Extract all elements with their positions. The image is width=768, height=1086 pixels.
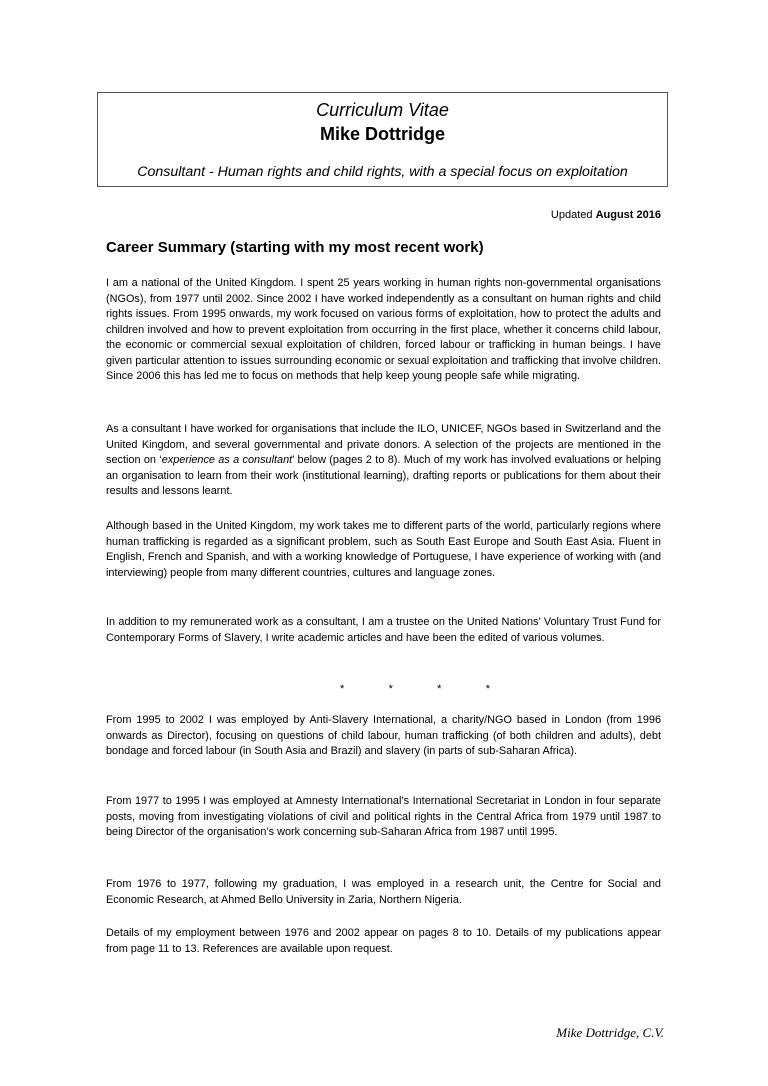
title-box bbox=[97, 92, 668, 187]
paragraph-7: From 1976 to 1977, following my graduation, I was employed in a research unit, the Centre for Social and Economic Research, at Ahmed Bello University in Zaria, Northern Nigeria. bbox=[106, 878, 661, 906]
separator-star: * bbox=[340, 683, 345, 695]
updated-line bbox=[551, 208, 661, 222]
separator-star: * bbox=[485, 683, 490, 695]
separator-star: * bbox=[437, 683, 442, 695]
section-heading: Career Summary (starting with my most recent work) bbox=[106, 239, 484, 256]
separator-star: * bbox=[388, 683, 393, 695]
paragraph-2-text-a: As a consultant I have worked for organisations that include the ILO, UNICEF, NGOs based in Switzerland and the United Kingdom, and several governmental and private donors. A selection of the projects are mentioned in the section on ‘ bbox=[106, 423, 661, 466]
paragraph-3: Although based in the United Kingdom, my work takes me to different parts of the world, particularly regions where human trafficking is regarded as a significant problem, such as South East Europe and South East Asia. Fluent in English, French and Spanish, and with a working knowledge of Portuguese, I have experience of working with (and interviewing) people from many different countries, cultures and language zones. bbox=[106, 520, 661, 579]
paragraph-2 bbox=[106, 422, 661, 500]
paragraph-1: I am a national of the United Kingdom. I spent 25 years working in human rights non-governmental organisations (NGOs), from 1977 until 2002. Since 2002 I have worked independently as a consultant on human rights and child rights issues. From 1995 onwards, my work focused on various forms of exploitation, how to protect the adults and children involved and how to prevent exploitation from occurring in the first place, whether it concerns child labour, the economic or commercial sexual exploitation of children, forced labour or trafficking in human beings. I have given particular attention to issues surrounding economic or sexual exploitation and trafficking that involve children. Since 2006 this has led me to focus on methods that help keep young people safe while migrating. bbox=[106, 277, 661, 382]
page-footer: Mike Dottridge, C.V. bbox=[556, 1025, 664, 1040]
paragraph-4: In addition to my remunerated work as a consultant, I am a trustee on the United Nations’ Voluntary Trust Fund for Contemporary Forms of Slavery, I write academic articles and have been the edited of various volumes. bbox=[106, 616, 661, 644]
paragraph-2-italic: experience as a consultant bbox=[161, 454, 293, 466]
paragraph-2-text-b: ’ below (pages 2 to 8). Much of my work has involved evaluations or helping an organisation to learn from their work (institutional learning), drafting reports or publications for them about their results and lessons learnt. bbox=[106, 454, 662, 497]
cv-role: Consultant - Human rights and child rights, with a special focus on exploitation bbox=[137, 164, 628, 180]
cv-name: Mike Dottridge bbox=[319, 124, 445, 144]
paragraph-8: Details of my employment between 1976 and 2002 appear on pages 8 to 10. Details of my publications appear from page 11 to 13. References are available upon request. bbox=[106, 927, 661, 955]
cv-label: Curriculum Vitae bbox=[316, 100, 449, 120]
paragraph-6: From 1977 to 1995 I was employed at Amnesty International’s International Secretariat in London in four separate posts, moving from investigating violations of civil and political rights in the Central Africa from 1979 until 1987 to being Director of the organisation’s work concerning sub-Saharan Africa from 1987 until 1995. bbox=[106, 795, 661, 838]
paragraph-5: From 1995 to 2002 I was employed by Anti-Slavery International, a charity/NGO based in London (from 1996 onwards as Director), focusing on questions of child labour, human trafficking (of both children and adults), debt bondage and forced labour (in South Asia and Brazil) and slavery (in parts of sub-Saharan Africa). bbox=[106, 714, 661, 757]
updated-date: August 2016 bbox=[595, 209, 661, 221]
updated-prefix: Updated bbox=[550, 209, 593, 221]
separator-stars bbox=[340, 682, 490, 696]
